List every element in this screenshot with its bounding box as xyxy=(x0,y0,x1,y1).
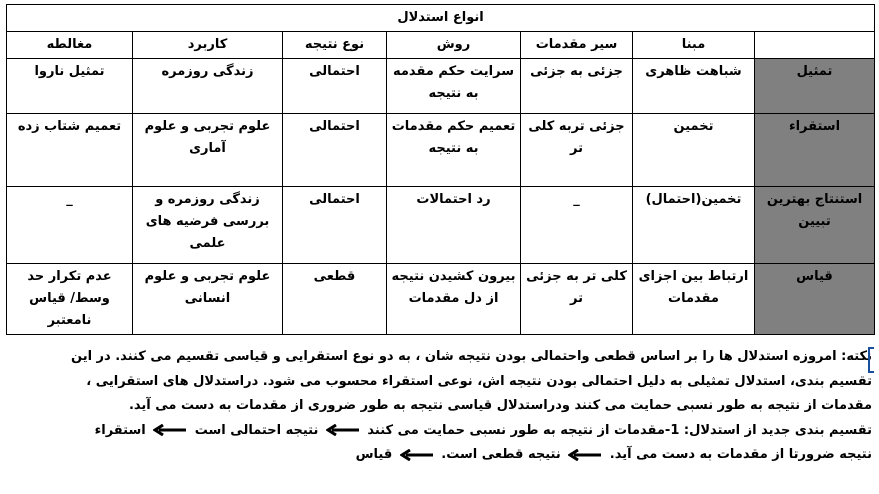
note-paragraph xyxy=(4,345,872,468)
table-cell: بیرون کشیدن نتیجه از دل مقدمات xyxy=(387,264,521,335)
table-row xyxy=(7,114,875,187)
arrow-left-icon xyxy=(326,424,360,436)
row-label-deduction: قیاس xyxy=(755,264,875,335)
table-row xyxy=(7,59,875,114)
table-cell: تخمین xyxy=(633,114,755,187)
header-cell-conclusion-type: نوع نتیجه xyxy=(283,32,387,59)
table-header-row xyxy=(7,32,875,59)
note-text: قیاس xyxy=(355,447,393,462)
table-row xyxy=(7,187,875,264)
table-cell: تخمین(احتمال) xyxy=(633,187,755,264)
header-cell-method: روش xyxy=(387,32,521,59)
table-cell: تعمیم حکم مقدمات به نتیجه xyxy=(387,114,521,187)
note-text: استقراء xyxy=(94,422,146,438)
table-cell: زندگی روزمره و بررسی فرضیه های علمی xyxy=(133,187,283,264)
table-title: انواع استدلال xyxy=(7,5,875,32)
reasoning-types-table xyxy=(6,4,875,335)
header-cell-fallacy: مغالطه xyxy=(7,32,133,59)
table-cell: جزئی تربه کلی تر xyxy=(521,114,633,187)
table-cell: شباهت ظاهری xyxy=(633,59,755,114)
note-line xyxy=(4,419,872,444)
note-line: مقدمات از نتیجه به طور نسبی حمایت می کنند ودراستدلال قیاسی نتیجه به طور ضروری از مقدمات به دست می آید. xyxy=(128,398,872,413)
table-cell: کلی تر به جزئی تر xyxy=(521,264,633,335)
note-text: تقسیم بندی جدید از استدلال: 1-مقدمات از نتیجه به طور نسبی حمایت می کنند xyxy=(367,422,872,438)
note-text: نتیجه قطعی است. xyxy=(441,447,561,462)
table-cell: رد احتمالات xyxy=(387,187,521,264)
table-title-row xyxy=(7,5,875,32)
table-cell: احتمالی xyxy=(283,114,387,187)
arrow-left-icon xyxy=(568,449,602,461)
table-row xyxy=(7,264,875,335)
table-cell: احتمالی xyxy=(283,59,387,114)
table-cell: تمثیل ناروا xyxy=(7,59,133,114)
table-cell: _ xyxy=(7,187,133,264)
note-text: نتیجه احتمالی است xyxy=(194,422,319,438)
table-cell: علوم تجربی و علوم انسانی xyxy=(133,264,283,335)
note-text: نتیجه ضرورتا از مقدمات به دست می آید. xyxy=(609,447,872,462)
note-line: نکته: امروزه استدلال ها را بر اساس قطعی واحتمالی بودن نتیجه شان ، به دو نوع استقرایی و قیاسی تقسیم می کنند. در این xyxy=(71,349,872,364)
table-cell: زندگی روزمره xyxy=(133,59,283,114)
table-cell: عدم تکرار حد وسط/ قیاس نامعتبر xyxy=(7,264,133,335)
header-cell-premise-course: سیر مقدمات xyxy=(521,32,633,59)
header-cell-application: کاربرد xyxy=(133,32,283,59)
arrow-left-icon xyxy=(153,424,187,436)
table-cell: سرایت حکم مقدمه به نتیجه xyxy=(387,59,521,114)
reasoning-types-table-wrapper xyxy=(6,4,874,335)
table-cell: تعمیم شتاب زده xyxy=(7,114,133,187)
table-cell: جزئی به جزئی xyxy=(521,59,633,114)
table-cell: علوم تجربی و علوم آماری xyxy=(133,114,283,187)
note-bracket xyxy=(868,347,874,373)
row-label-best-explanation: استنتاج بهترین تبیین xyxy=(755,187,875,264)
table-cell: احتمالی xyxy=(283,187,387,264)
row-label-analogy: تمثیل xyxy=(755,59,875,114)
note-line xyxy=(4,443,872,468)
arrow-left-icon xyxy=(400,449,434,461)
header-cell-basis: مبنا xyxy=(633,32,755,59)
row-label-induction: استقراء xyxy=(755,114,875,187)
table-cell: _ xyxy=(521,187,633,264)
note-line: تقسیم بندی، استدلال تمثیلی به دلیل احتمالی بودن نتیجه اش، نوعی استقراء محسوب می شود. دراستدلال های استقرایی ، xyxy=(86,373,872,389)
table-cell: ارتباط بین اجزای مقدمات xyxy=(633,264,755,335)
header-cell-empty xyxy=(755,32,875,59)
table-cell: قطعی xyxy=(283,264,387,335)
